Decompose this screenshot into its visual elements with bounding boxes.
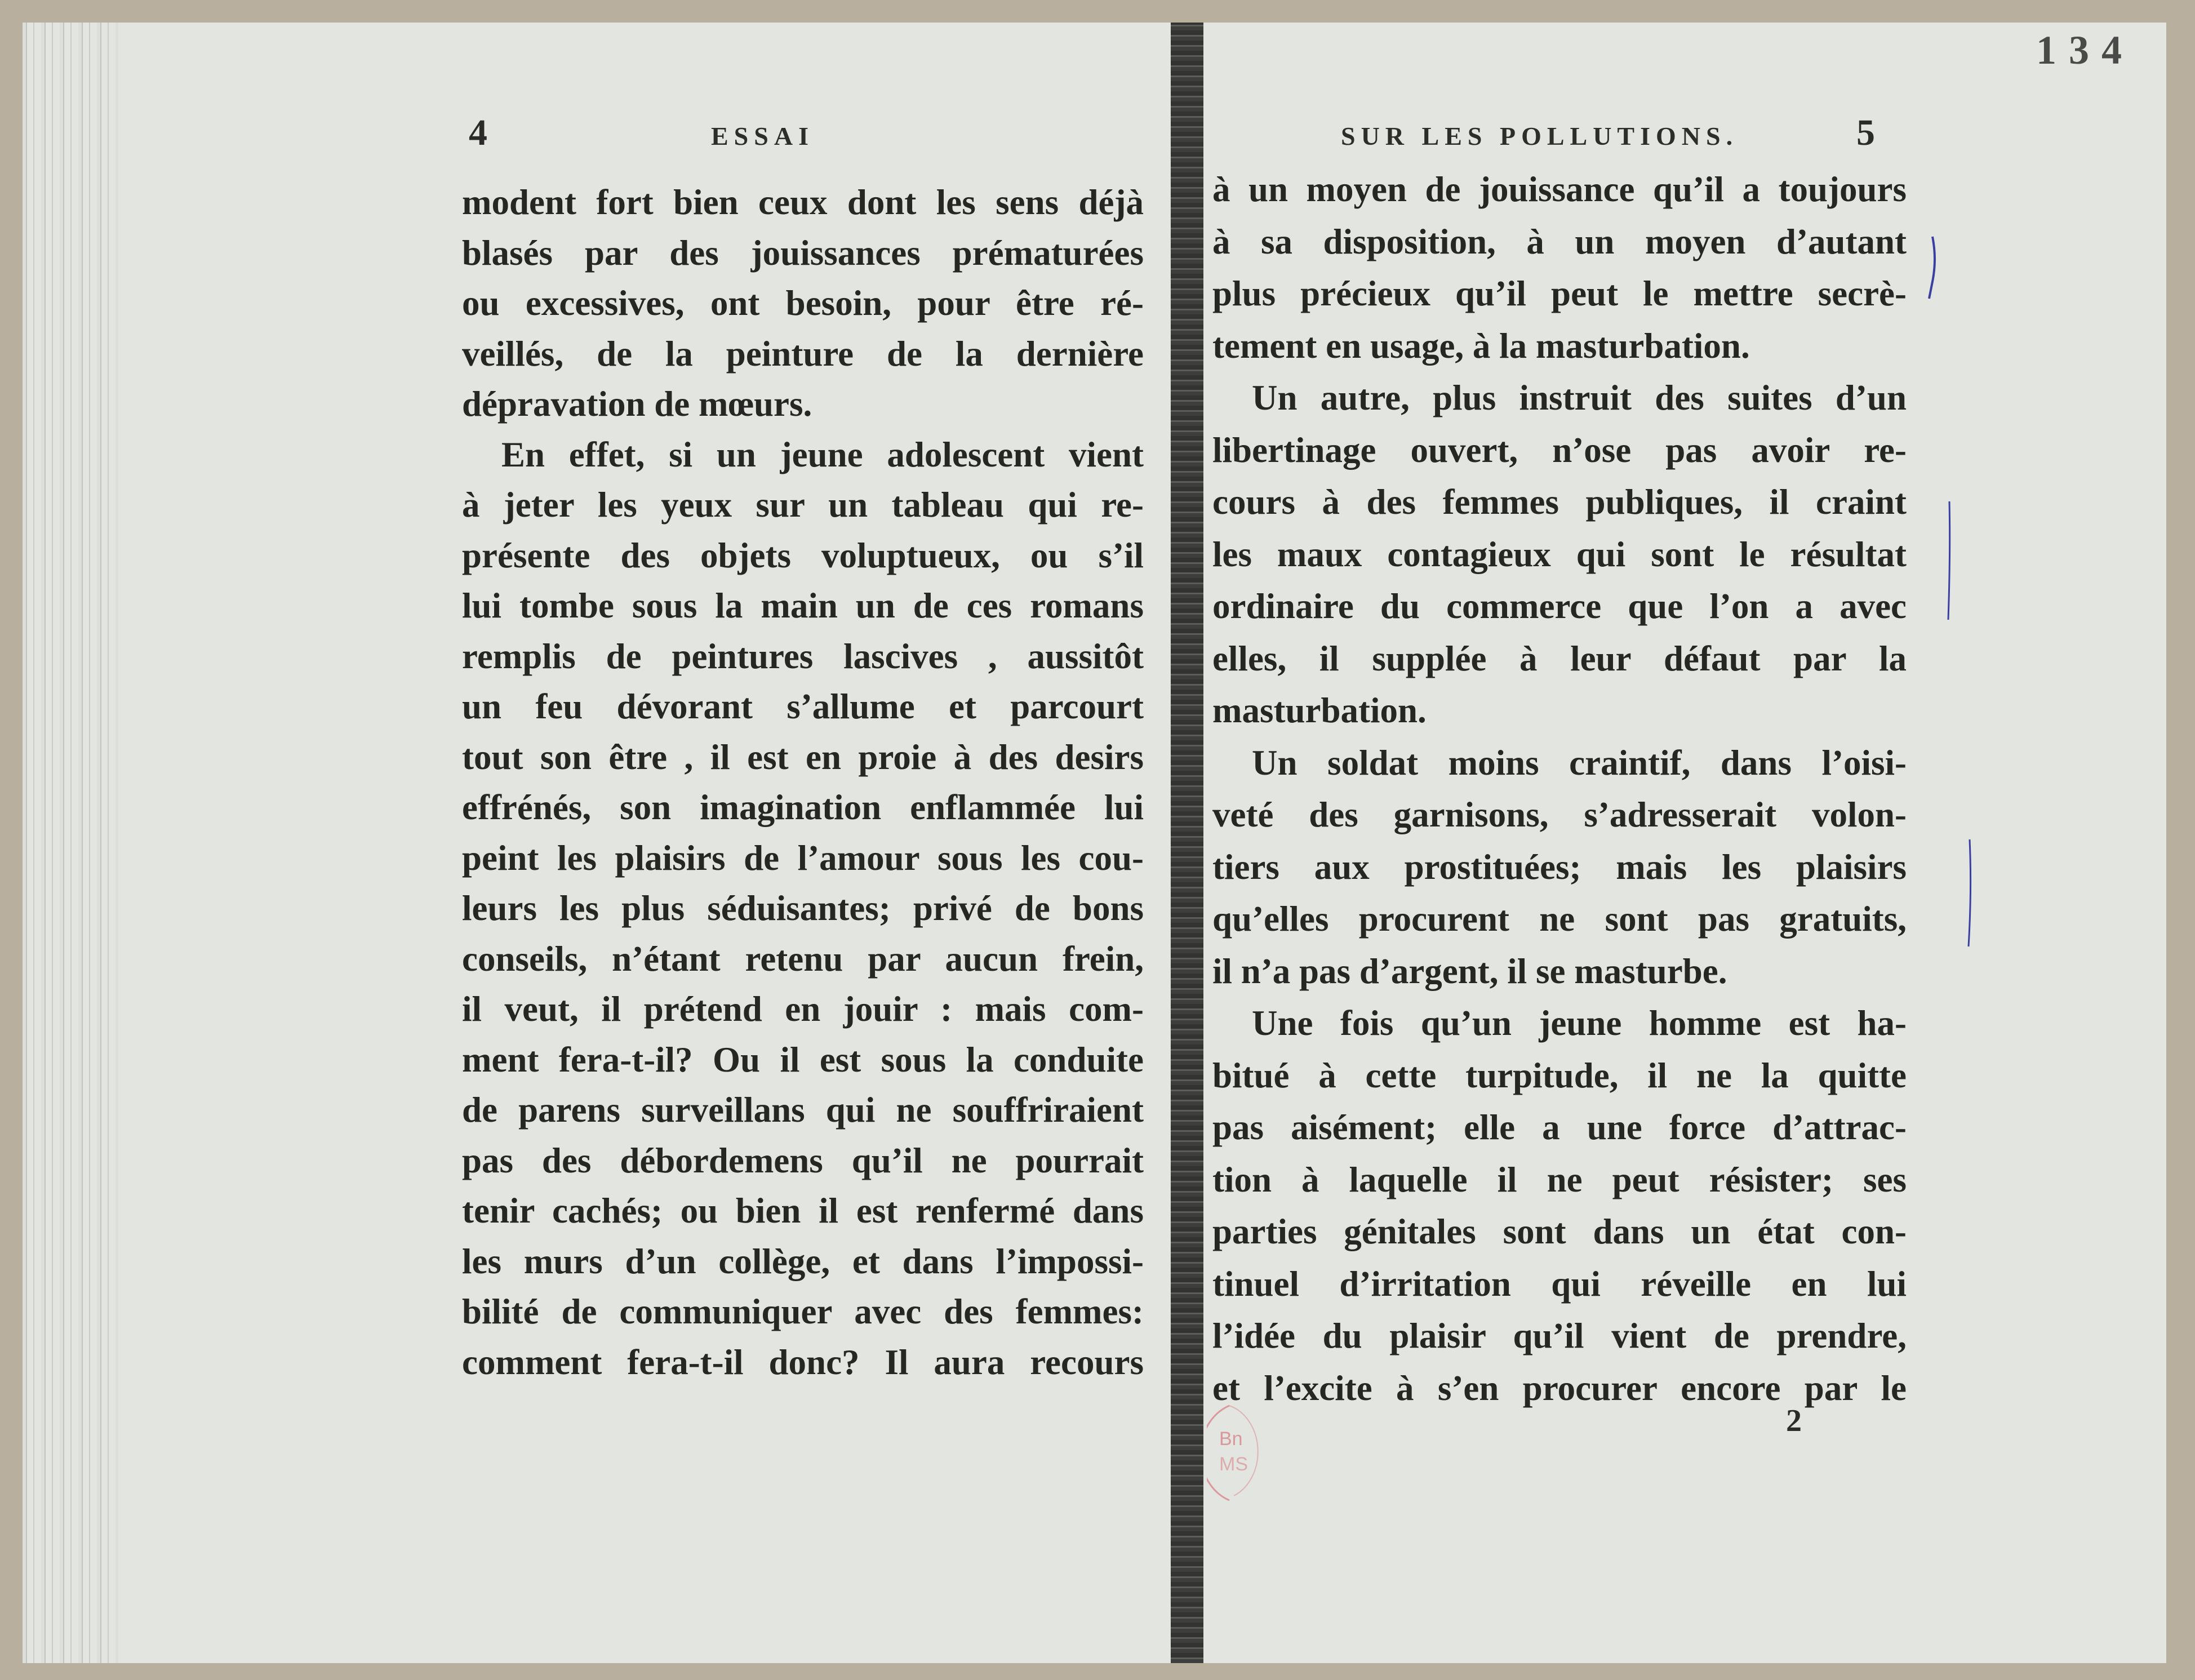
text-line: Une fois qu’un jeune homme est ha- [1252, 1003, 1907, 1043]
text-line: Un autre, plus instruit des suites d’un [1252, 378, 1907, 417]
text-line: et l’excite à s’en procurer encore par le [1212, 1368, 1907, 1408]
text-line: libertinage ouvert, n’ose pas avoir re- [1212, 430, 1907, 470]
book-spine-gutter [1171, 23, 1203, 1663]
text-line: effrénés, son imagination enflammée lui [462, 788, 1144, 827]
text-line: masturbation. [1212, 691, 1427, 730]
text-line: ment fera-t-il? Ou il est sous la conduite [462, 1039, 1144, 1079]
svg-text:MS: MS [1219, 1454, 1248, 1475]
text-line: à jeter les yeux sur un tableau qui re- [462, 485, 1144, 525]
text-line: tinuel d’irritation qui réveille en lui [1212, 1264, 1907, 1304]
text-line: tout son être , il est en proie à des desirs [462, 737, 1144, 777]
text-line: ordinaire du commerce que l’on a avec [1212, 586, 1907, 626]
left-page-text [462, 177, 1144, 1388]
right-page-text [1212, 163, 1907, 1414]
text-line: veillés, de la peinture de la dernière [462, 334, 1144, 374]
text-line: ou excessives, ont besoin, pour être ré- [462, 283, 1144, 323]
left-running-head: ESSAI [711, 122, 814, 150]
text-line: l’idée du plaisir qu’il vient de prendre, [1212, 1316, 1907, 1355]
text-line: un feu dévorant s’allume et parcourt [462, 687, 1144, 726]
text-line: pas des débordemens qu’il ne pourrait [462, 1140, 1144, 1180]
text-line: plus précieux qu’il peut le mettre secrè- [1212, 274, 1907, 313]
text-line: modent fort bien ceux dont les sens déjà [462, 183, 1144, 222]
left-page-number: 4 [469, 112, 487, 153]
text-line: qu’elles procurent ne sont pas gratuits, [1212, 899, 1907, 939]
text-line: Un soldat moins craintif, dans l’oisi- [1252, 743, 1907, 783]
text-line: peint les plaisirs de l’amour sous les cou- [462, 838, 1144, 878]
signature-mark: 2 [1786, 1403, 1802, 1438]
text-line: leurs les plus séduisantes; privé de bons [462, 888, 1144, 928]
text-line: bilité de communiquer avec des femmes: [462, 1292, 1144, 1331]
text-line: les murs d’un collège, et dans l’impossi- [462, 1241, 1144, 1281]
text-line: veté des garnisons, s’adresserait volon- [1212, 795, 1907, 834]
page-edge-shadow [23, 23, 118, 1663]
text-line: à un moyen de jouissance qu’il a toujours [1212, 170, 1907, 209]
pen-margin-marks [1916, 214, 1983, 1003]
right-running-head: SUR LES POLLUTIONS. [1341, 122, 1739, 150]
right-page-number: 5 [1856, 112, 1875, 153]
text-line: blasés par des jouissances prématurées [462, 233, 1144, 273]
folio-number: 134 [2036, 28, 2134, 73]
text-line: conseils, n’étant retenu par aucun frein, [462, 939, 1144, 979]
text-line: tion à laquelle il ne peut résister; ses [1212, 1159, 1907, 1199]
text-line: de parens surveillans qui ne souffriraient [462, 1090, 1144, 1130]
text-line: dépravation de mœurs. [462, 384, 812, 424]
text-line: bitué à cette turpitude, il ne la quitte [1212, 1055, 1907, 1095]
text-line: tenir cachés; ou bien il est renfermé dans [462, 1191, 1144, 1230]
svg-text:Bn: Bn [1219, 1428, 1243, 1450]
text-line: il n’a pas d’argent, il se masturbe. [1212, 951, 1727, 991]
text-line: parties génitales sont dans un état con- [1212, 1212, 1907, 1251]
text-line: comment fera-t-il donc? Il aura recours [462, 1342, 1144, 1382]
text-line: elles, il supplée à leur défaut par la [1212, 638, 1907, 678]
text-line: tement en usage, à la masturbation. [1212, 326, 1750, 366]
text-line: il veut, il prétend en jouir : mais com- [462, 989, 1144, 1029]
text-line: En effet, si un jeune adolescent vient [501, 434, 1144, 474]
text-line: les maux contagieux qui sont le résultat [1212, 534, 1907, 574]
library-stamp [1207, 1400, 1291, 1507]
text-line: à sa disposition, à un moyen d’autant [1212, 221, 1907, 261]
text-line: remplis de peintures lascives , aussitôt [462, 636, 1144, 676]
text-line: présente des objets voluptueux, ou s’il [462, 535, 1144, 575]
text-line: cours à des femmes publiques, il craint [1212, 482, 1907, 522]
text-line: lui tombe sous la main un de ces romans [462, 586, 1144, 625]
text-line: tiers aux prostituées; mais les plaisirs [1212, 847, 1907, 887]
text-line: pas aisément; elle a une force d’attrac- [1212, 1108, 1907, 1147]
